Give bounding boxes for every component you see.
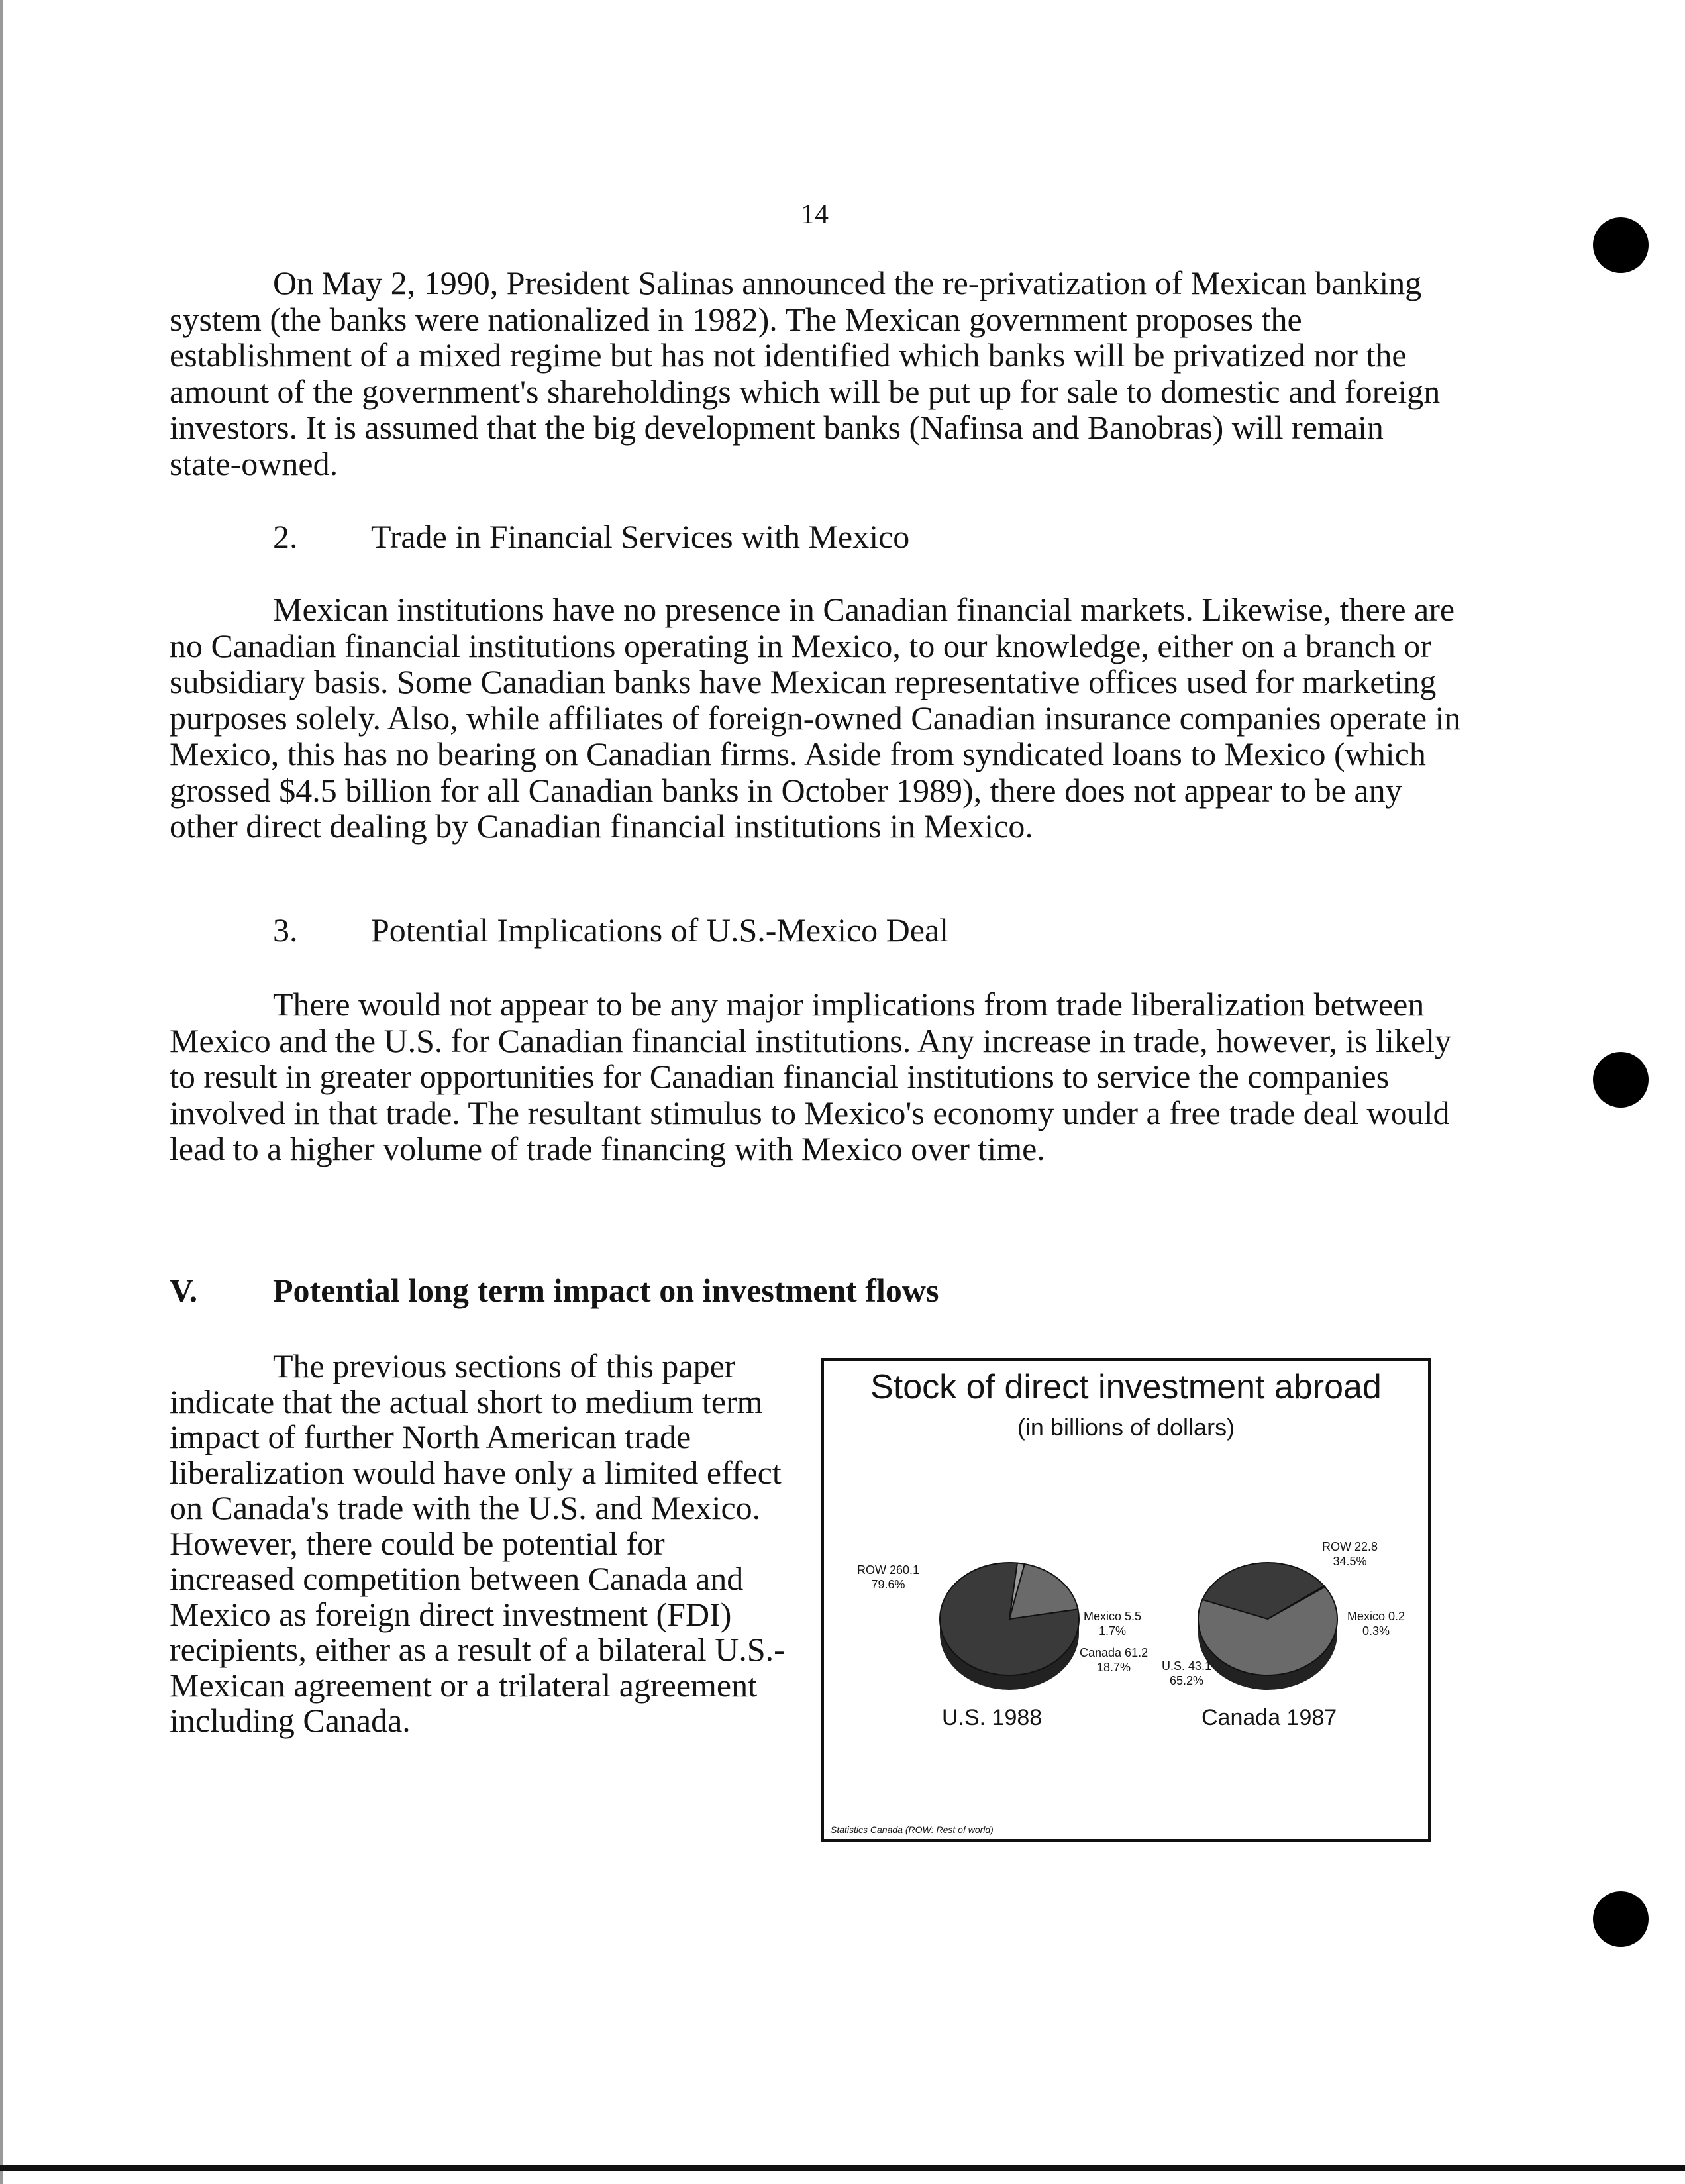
pie-us-1988 [933,1556,1086,1695]
subsection-number: 3. [273,911,298,949]
pie-label-canada: Canada 1987 [1201,1705,1337,1730]
paragraph-implications: There would not appear to be any major implications from trade liberalization between Mexico and the U.S. for Canadian financial institutions. Any increase in trade, however, is likely to result in greater opportunities for Canadian financial institutions to service the companies involved in that trade. The resultant stimulus to Mexico's economy under a free trade deal would lead to a higher volume of trade financing with Mexico over time. [170,986,1452,1167]
paragraph-investment-flows: The previous sections of this paper indicate that the actual short to medium term impact of further North American trade liberalization would have only a limited effect on Canada's trade with the U.S. and Mexico. However, there could be potential for increased competition between Canada and Mexico as foreign direct investment (FDI) recipients, either as a result of a bilateral U.S.-Mexican agreement or a trilateral agreement including Canada. [170,1347,785,1739]
chart-subtitle: (in billions of dollars) [1017,1414,1235,1441]
chart-source-note: Statistics Canada (ROW: Rest of world) [831,1824,994,1835]
chart-title: Stock of direct investment abroad [870,1368,1382,1406]
subsection-title: Trade in Financial Services with Mexico [371,518,910,555]
slice-label-us-canada: Canada 61.2 18.7% [1080,1646,1149,1674]
slice-label-ca-mexico: Mexico 0.2 0.3% [1347,1610,1405,1638]
page-number: 14 [801,199,829,230]
slice-label-us-row: ROW 260.1 79.6% [857,1563,920,1591]
subsection-number: 2. [273,518,298,555]
slice-label-us-mexico: Mexico 5.5 1.7% [1084,1610,1142,1638]
punch-hole [1593,217,1649,273]
section-number: V. [170,1272,198,1309]
punch-hole [1593,1052,1649,1108]
paragraph-privatization: On May 2, 1990, President Salinas announced the re-privatization of Mexican banking system (the banks were nationalized in 1982). The Mexican government proposes the establishment of a mixed regime but has not identified which banks will be privatized nor the amount of the government's shareholdings which will be put up for sale to domestic and foreign investors. It is assumed that the big development banks (Nafinsa and Banobras) will remain state-owned. [170,264,1441,482]
punch-hole [1593,1891,1649,1947]
paragraph-trade-financial: Mexican institutions have no presence in Canadian financial markets. Likewise, there are no Canadian financial institutions operating in Mexico, to our knowledge, either on a branch or subsidiary basis. Some Canadian banks have Mexican representative offices used for marketing purposes solely. Also, while affiliates of foreign-owned Canadian insurance companies operate in Mexico, this has no bearing on Canadian firms. Aside from syndicated loans to Mexico (which grossed $4.5 billion for all Canadian banks in October 1989), there does not appear to be any other direct dealing by Canadian financial institutions in Mexico. [170,591,1461,845]
subsection-title: Potential Implications of U.S.-Mexico Deal [371,911,949,949]
scan-left-edge [0,0,3,2184]
pie-canada-1987 [1192,1556,1344,1695]
investment-chart [821,1358,1431,1842]
scan-bottom-edge [0,2165,1685,2171]
pie-label-us: U.S. 1988 [942,1705,1043,1730]
slice-label-ca-us: U.S. 43.1 65.2% [1162,1659,1212,1687]
section-title: Potential long term impact on investment flows [273,1272,939,1309]
slice-label-ca-row: ROW 22.8 34.5% [1322,1540,1378,1568]
